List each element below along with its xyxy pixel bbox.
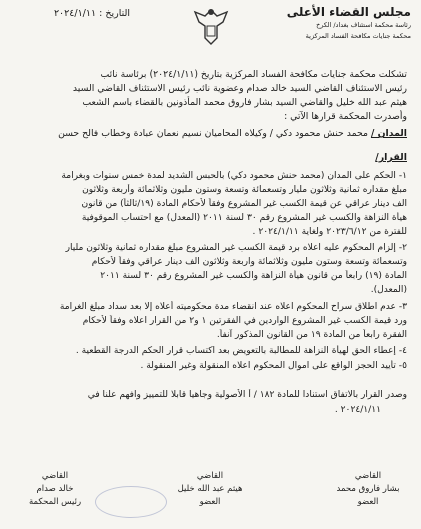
signature-name: بشار فاروق محمد xyxy=(336,484,400,494)
decision-line: ورد قيمة الكسب غير المشروع الواردين في الفقرتين ١ و٢ من القرار اعلاه وفقاً لأحكام xyxy=(82,316,407,326)
decision-title: القرار/ xyxy=(375,152,407,163)
signature-block xyxy=(165,470,255,509)
date-label: التاريخ : xyxy=(99,8,130,19)
decision-line: ٣- عدم اطلاق سراح المحكوم اعلاه عند انقضاء مدة محكوميته أعلاه إلا بعد سداد مبلغ الغرامة xyxy=(59,302,407,312)
council-title: مجلس القضاء الأعلى xyxy=(286,5,411,19)
date-value: ٢٠٢٤/١/١١ xyxy=(53,8,97,19)
decision-line: ٢- إلزام المحكوم عليه اعلاه برد قيمة الكسب غير المشروع مبلغ مقداره ثمانية وثلاثون مليار xyxy=(65,243,407,253)
intro-line: وأصدرت المحكمة قرارها الآتي : xyxy=(284,111,407,122)
signature-role: العضو xyxy=(199,497,221,507)
convicted-value: محمد حنش محمود دكي / وكيلاه المحاميان نسيم نعمان عبادة وخطاب فالح حسن xyxy=(58,128,368,139)
decision-line: ١- الحكم على المدان (محمد حنش محمود دكي) بالحبس الشديد لمدة خمس سنوات وبغرامة xyxy=(61,171,407,181)
closing-date: ٢٠٢٤/١/١١ . xyxy=(334,405,381,415)
signature-title: القاضي xyxy=(354,471,382,481)
convicted-label: المدان / xyxy=(370,128,407,139)
signature-title: القاضي xyxy=(41,471,69,481)
decision-line: ٤- إعطاء الحق لهيأة النزاهة للمطالبة بالتعويض بعد اكتساب قرار الحكم الدرجة القطعية . xyxy=(75,346,407,356)
decision-line: ٥- تأييد الحجز الواقع على اموال المحكوم اعلاه المنقولة وغير المنقولة . xyxy=(140,361,407,371)
signature-name: خالد صدام xyxy=(36,484,74,494)
signature-block xyxy=(10,470,100,509)
closing-line: وصدر القرار بالاتفاق استنادا للمادة ١٨٢ / أ الأصولية وجاهيا قابلا للتمييز وافهم علنا في xyxy=(87,390,407,400)
signature-role: العضو xyxy=(357,497,379,507)
court-line-2: محكمة جنايات مكافحة الفساد المركزية xyxy=(305,32,411,40)
decision-line: المادة (١٩) رابعاً من قانون هيأة النزاهة والكسب غير المشروع رقم ٣٠ لسنة ٢٠١١ xyxy=(100,271,407,281)
decision-line: (المعدل). xyxy=(370,285,407,295)
date-block xyxy=(10,8,130,19)
signature-role: رئيس المحكمة xyxy=(28,497,82,507)
court-line-1: رئاسة محكمة استئناف بغداد/ الكرخ xyxy=(316,21,411,29)
court-stamp xyxy=(95,486,167,518)
letterhead-right xyxy=(271,4,411,42)
signature-name: هيثم عبد الله خليل xyxy=(177,484,243,494)
decision-line: للفترة من ٢٠٢٣/٦/١٢ ولغاية ٢٠٢٤/١/١١ . xyxy=(252,227,407,237)
intro-line: رئيس الاستئناف القاضي السيد خالد صدام وعضوية نائب رئيس الاستئناف القاضي السيد xyxy=(72,83,407,94)
intro-line: تشكلت محكمة جنايات مكافحة الفساد المركزية بتاريخ (٢٠٢٤/١/١١) برئاسة نائب xyxy=(100,69,407,80)
decision-line: الف دينار عراقي عن قيمة الكسب غير المشروع وفقاً لأحكام المادة (١٩/ثالثاً) من قانون xyxy=(81,199,407,209)
convicted-line xyxy=(22,127,407,140)
decision-line: الفقرة رابعاً من المادة ١٩ من القانون المذكور آنفاً. xyxy=(216,330,407,340)
eagle-emblem-icon xyxy=(191,4,231,48)
decision-line: مبلغ مقداره ثمانية وثلاثون مليار وتسعمائة وتسعة وستون مليون وثلاثمائة وأربعة وثلاثون xyxy=(82,185,407,195)
signature-block xyxy=(323,470,413,509)
intro-line: هيثم عبد الله خليل والقاضي السيد بشار فاروق محمد المأذونين بالقضاء باسم الشعب xyxy=(82,97,407,108)
signature-title: القاضي xyxy=(196,471,224,481)
decision-line: هيأة النزاهة والكسب غير المشروع رقم ٣٠ لسنة ٢٠١١ (المعدل) مع احتساب الموقوفية xyxy=(81,213,407,223)
decision-line: وتسعمائة وتسعة وستون مليون وثلاثمائة واربعة وثلاثون الف دينار عراقي وفقاً لأحكام xyxy=(91,257,407,267)
